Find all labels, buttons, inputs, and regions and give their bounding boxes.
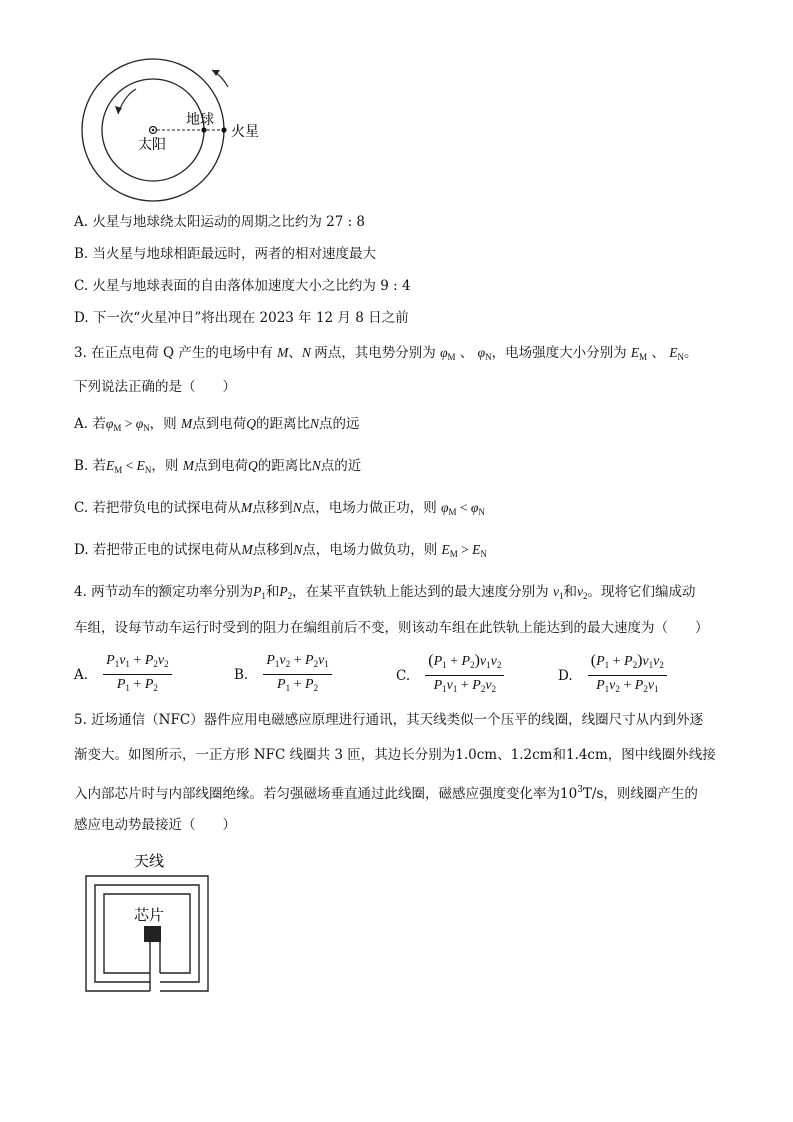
nfc-coil-diagram [82, 846, 222, 996]
q5-stem-line4: 感应电动势最接近（ ） [74, 817, 236, 833]
q3-option-c: C. 若把带负电的试探电荷从M点移到N点，电场力做正功，则 $\varphi_M < \varphi_N$ [74, 500, 485, 517]
q4-stem-line2: 车组，设每节动车运行时受到的阻力在编组前后不变，则该动车组在此铁轨上能达到的最大速度为（ ） [74, 620, 709, 636]
q3-stem-line2: 下列说法正确的是（ ） [74, 379, 236, 395]
sun-label: 太阳 [138, 137, 166, 153]
chip-label: 芯片 [134, 906, 165, 924]
q5-stem-line2: 渐变大。如图所示，一正方形 NFC 线圈共 3 匝，其边长分别为1.0cm、1.2cm和1.4cm，图中线圈外线接 [74, 747, 716, 763]
earth-label: 地球 [186, 112, 214, 128]
q5-stem-line1: 5. 近场通信（NFC）器件应用电磁感应原理进行通讯，其天线类似一个压平的线圈，线圈尺寸从内到外逐 [74, 712, 704, 728]
mars-label: 火星 [231, 124, 259, 140]
q4-option-b: B. $\frac{P_1v_2 + P_2v_1}{P_1 + P_2}$ [234, 652, 332, 697]
q4-option-c: C. $\frac{(P_1 + P_2)v_1v_2}{P_1v_1 + P_2v_2}$ [396, 652, 504, 698]
q2-option-c: C. 火星与地球表面的自由落体加速度大小之比约为 9 : 4 [74, 278, 411, 294]
q4-stem-line1: 4. 两节动车的额定功率分别为$P_1$和$P_2$，在某平直铁轨上能达到的最大速度分别为 $v_1$和$v_2$。现将它们编成动 [74, 584, 696, 601]
q5-stem-line3: 入内部芯片时与内部线圈绝缘。若匀强磁场垂直通过此线圈，磁感应强度变化率为$10^3T/s$，则线圈产生的 [74, 785, 698, 802]
earth-orbit-direction-arrow [118, 89, 136, 114]
q3-option-a: A. 若$\varphi_M > \varphi_N$，则 M点到电荷Q的距离比N点的远 [74, 416, 360, 433]
q4-option-a: A. $\frac{P_1v_1 + P_2v_2}{P_1 + P_2}$ [74, 652, 172, 697]
q3-stem-line1: 3. 在正点电荷 Q 产生的电场中有 M、N 两点，其电势分别为 $\varphi_M$ 、 $\varphi_N$，电场强度大小分别为 $E_M$ 、 $E_N$。 [74, 345, 698, 362]
q2-option-a: A. 火星与地球绕太阳运动的周期之比约为 27 : 8 [74, 214, 366, 230]
antenna-label: 天线 [134, 852, 165, 870]
q2-option-d: D. 下一次“火星冲日”将出现在 2023 年 12 月 8 日之前 [74, 310, 409, 326]
q2-option-b: B. 当火星与地球相距最远时，两者的相对速度最大 [74, 246, 377, 262]
orbit-diagram [76, 56, 276, 206]
q3-option-b: B. 若$E_M < E_N$，则 M点到电荷Q的距离比N点的近 [74, 458, 362, 475]
q4-option-d: D. $\frac{(P_1 + P_2)v_1v_2}{P_1v_2 + P_2v_1}$ [558, 652, 667, 698]
q3-option-d: D. 若把带正电的试探电荷从M点移到N点，电场力做负功，则 $E_M > E_N$ [74, 542, 487, 559]
chip [144, 926, 161, 942]
mars-marker [221, 127, 226, 132]
earth-marker [201, 127, 206, 132]
